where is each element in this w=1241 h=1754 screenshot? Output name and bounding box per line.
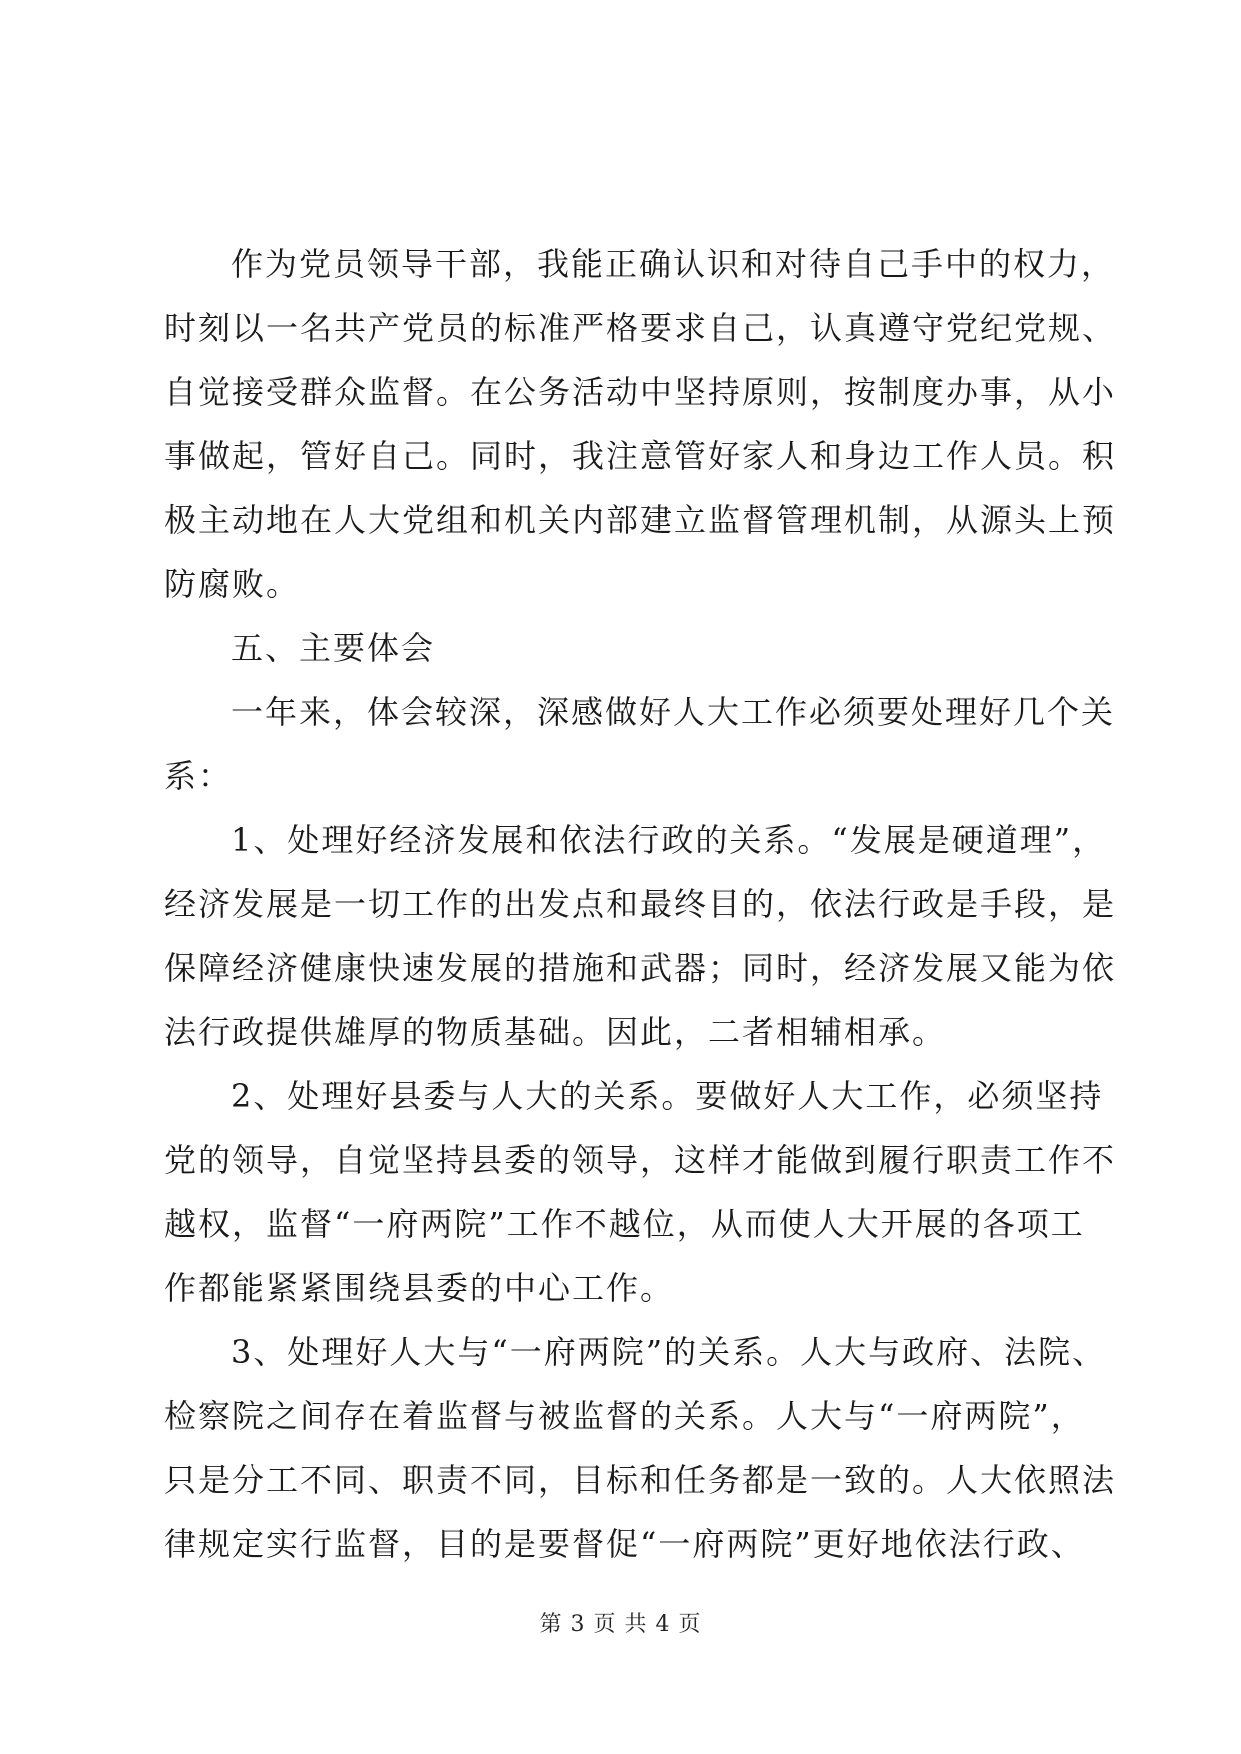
text-line: 党的领导，自觉坚持县委的领导，这样才能做到履行职责工作不 <box>164 1141 1117 1179</box>
text-line: 系： <box>164 757 233 795</box>
text-line: 自觉接受群众监督。在公务活动中坚持原则，按制度办事，从小 <box>164 373 1117 411</box>
text-line: 防腐败。 <box>164 565 301 603</box>
text-line: 律规定实行监督，目的是要督促“一府两院”更好地依法行政、 <box>164 1525 1085 1563</box>
text-line: 2、处理好县委与人大的关系。要做好人大工作，必须坚持 <box>231 1077 1104 1115</box>
text-line: 检察院之间存在着监督与被监督的关系。人大与“一府两院”， <box>164 1397 1085 1435</box>
text-line: 越权，监督“一府两院”工作不越位，从而使人大开展的各项工 <box>164 1205 1085 1243</box>
section-heading: 五、主要体会 <box>231 629 436 667</box>
text-line: 一年来，体会较深，深感做好人大工作必须要处理好几个关 <box>231 693 1116 731</box>
text-line: 保障经济健康快速发展的措施和武器；同时，经济发展又能为依 <box>164 949 1117 987</box>
text-line: 经济发展是一切工作的出发点和最终目的，依法行政是手段，是 <box>164 885 1117 923</box>
page-number-footer: 第 3 页 共 4 页 <box>539 1612 702 1637</box>
text-line: 作都能紧紧围绕县委的中心工作。 <box>164 1269 675 1307</box>
text-line: 事做起，管好自己。同时，我注意管好家人和身边工作人员。积 <box>164 437 1117 475</box>
text-line: 法行政提供雄厚的物质基础。因此，二者相辅相承。 <box>164 1013 947 1051</box>
text-line: 作为党员领导干部，我能正确认识和对待自己手中的权力， <box>231 245 1116 283</box>
text-line: 3、处理好人大与“一府两院”的关系。人大与政府、法院、 <box>231 1333 1107 1371</box>
text-line: 极主动地在人大党组和机关内部建立监督管理机制，从源头上预 <box>164 501 1117 539</box>
text-line: 1、处理好经济发展和依法行政的关系。“发展是硬道理”， <box>231 821 1107 859</box>
text-line: 时刻以一名共产党员的标准严格要求自己，认真遵守党纪党规、 <box>164 309 1117 347</box>
text-line: 只是分工不同、职责不同，目标和任务都是一致的。人大依照法 <box>164 1461 1117 1499</box>
